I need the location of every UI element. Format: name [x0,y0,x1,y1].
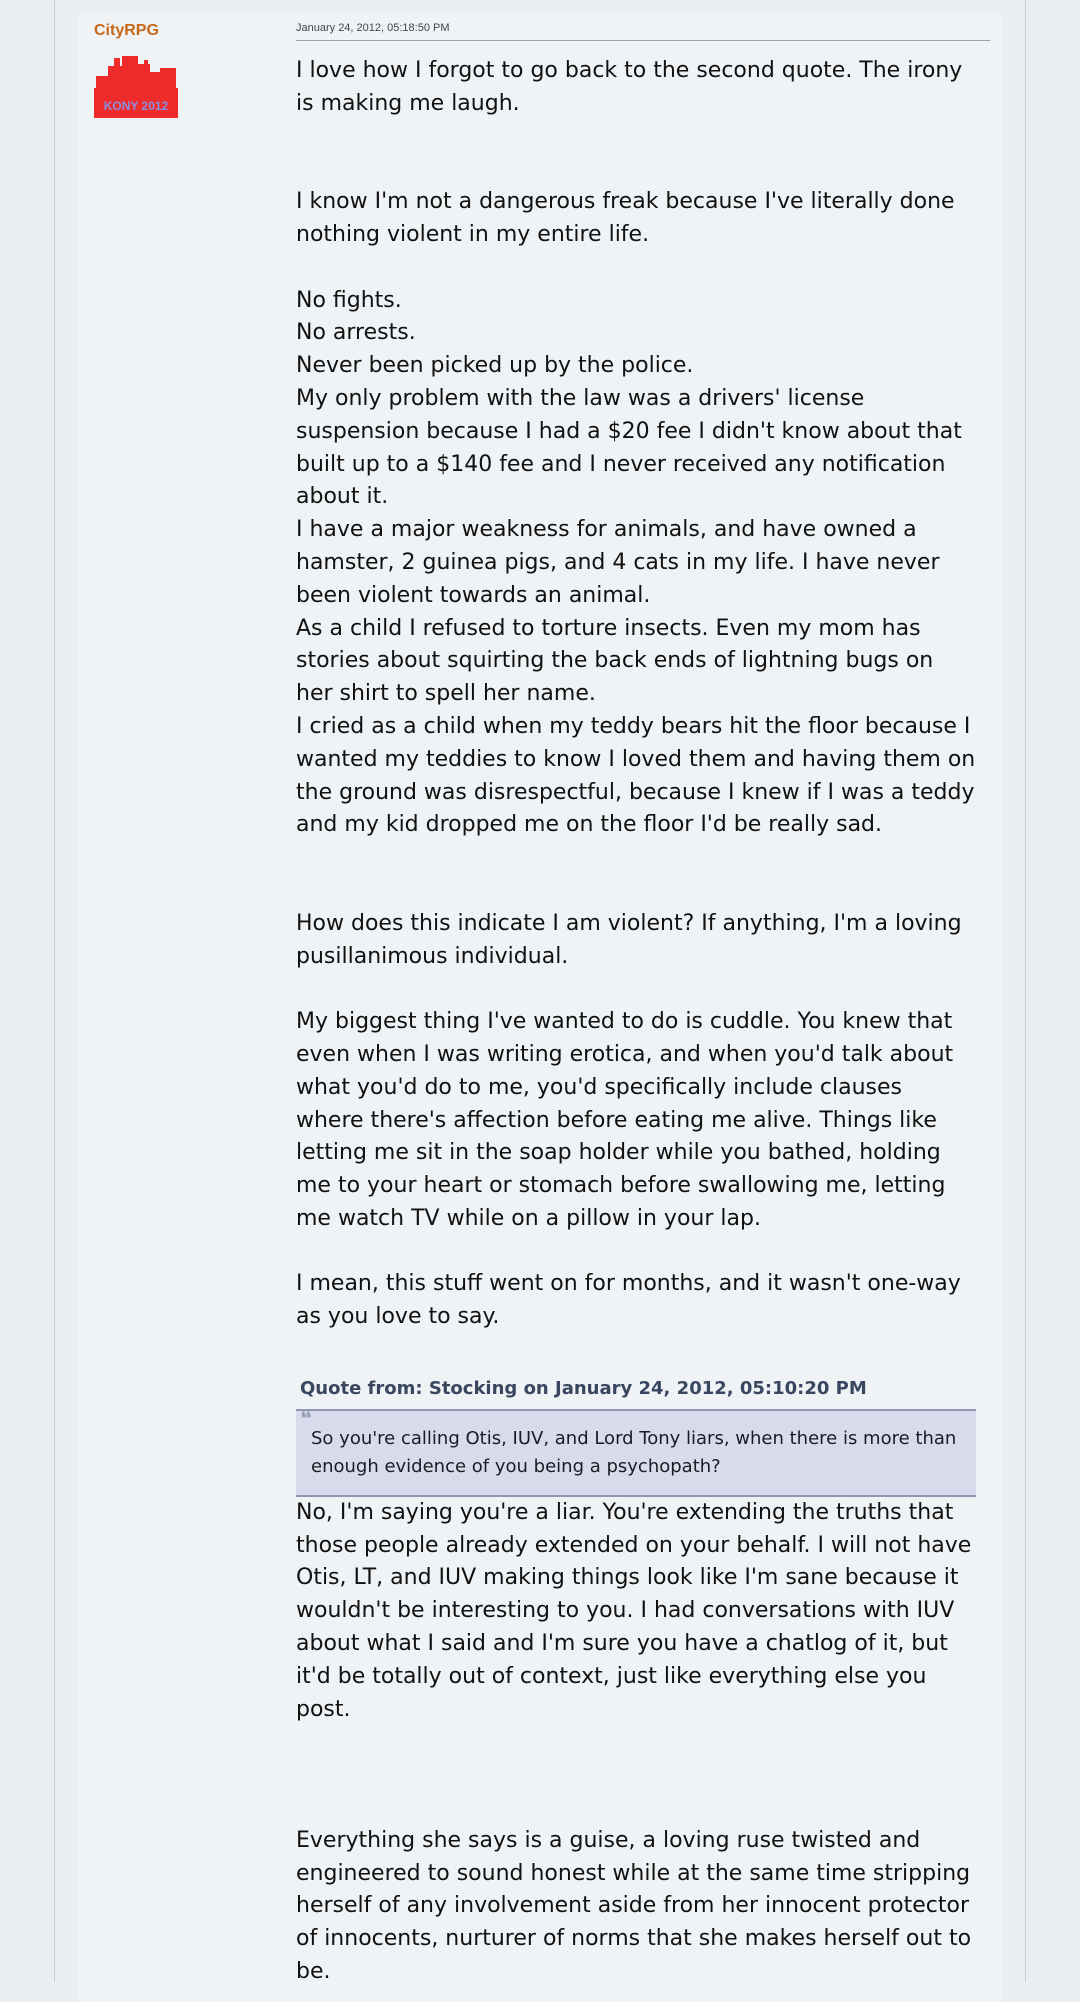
poster-name-link[interactable]: CityRPG [94,22,159,39]
poster-info [94,22,254,118]
post-text [296,55,976,1989]
avatar-caption: KONY 2012 [103,99,169,113]
paragraph-line: I have a major weakness for animals, and have owned a hamster, 2 guinea pigs, and 4 cats in my life. I have never been violent towards an animal. [296,517,940,608]
paragraph-line: My only problem with the law was a drivers' license suspension because I had a $20 fee I didn't know about that built up to a $140 fee and I never received any notification about it. [296,385,962,510]
blockquote [296,1406,976,1497]
paragraph: Everything she says is a guise, a loving ruse twisted and engineered to sound honest while at the same time stripping herself of any involvement aside from her innocent protector of innocents, nurturer of norms that she makes herself out to be. [296,1827,972,1985]
post-body [296,12,990,1989]
paragraph: I love how I forgot to go back to the second quote. The irony is making me laugh. [296,58,963,116]
paragraph-line: No arrests. [296,320,416,346]
paragraph: How does this indicate I am violent? If anything, I'm a loving pusillanimous individual. [296,910,962,969]
paragraph-line: As a child I refused to torture insects. Even my mom has stories about squirting the back ends of lightning bugs on her shirt to spell her name. [296,615,934,707]
avatar[interactable] [94,54,178,118]
paragraph-line: Never been picked up by the police. [296,353,694,379]
paragraph: I mean, this stuff went on for months, and it wasn't one-way as you love to say. [296,1271,961,1330]
quote-header-link[interactable]: Quote from: Stocking on January 24, 2012, 05:10:20 PM [300,1377,867,1399]
forum-post [77,12,1003,2002]
quote-text: So you're calling Otis, IUV, and Lord Tony liars, when there is more than enough evidence of you being a psychopath? [311,1427,957,1477]
paragraph: I know I'm not a dangerous freak because I've literally done nothing violent in my entire life. [296,189,955,247]
paragraph-line: I cried as a child when my teddy bears hit the floor because I wanted my teddies to know I loved them and having them on the ground was disrespectful, because I knew if I was a teddy and my kid dropped me on the floor I'd be really sad. [296,713,976,838]
post-date: January 24, 2012, 05:18:50 PM [296,12,990,41]
quote-mark-icon: ❝ [300,1406,312,1432]
paragraph: My biggest thing I've wanted to do is cuddle. You knew that even when I was writing erotica, and when you'd talk about what you'd do to me, you'd specifically include clauses where there's affection before eating me alive. Things like letting me sit in the soap holder while you bathed, holding me to your heart or stomach before swallowing me, letting me watch TV while on a pillow in your lap. [296,1009,954,1231]
paragraph-line: No fights. [296,287,402,313]
paragraph: No, I'm saying you're a liar. You're extending the truths that those people already extended on your behalf. I will not have Otis, LT, and IUV making things look like I'm sane because it wouldn't be interesting to you. I had conversations with IUV about what I said and I'm sure you have a chatlog of it, but it'd be totally out of context, just like everything else you post. [296,1499,972,1722]
